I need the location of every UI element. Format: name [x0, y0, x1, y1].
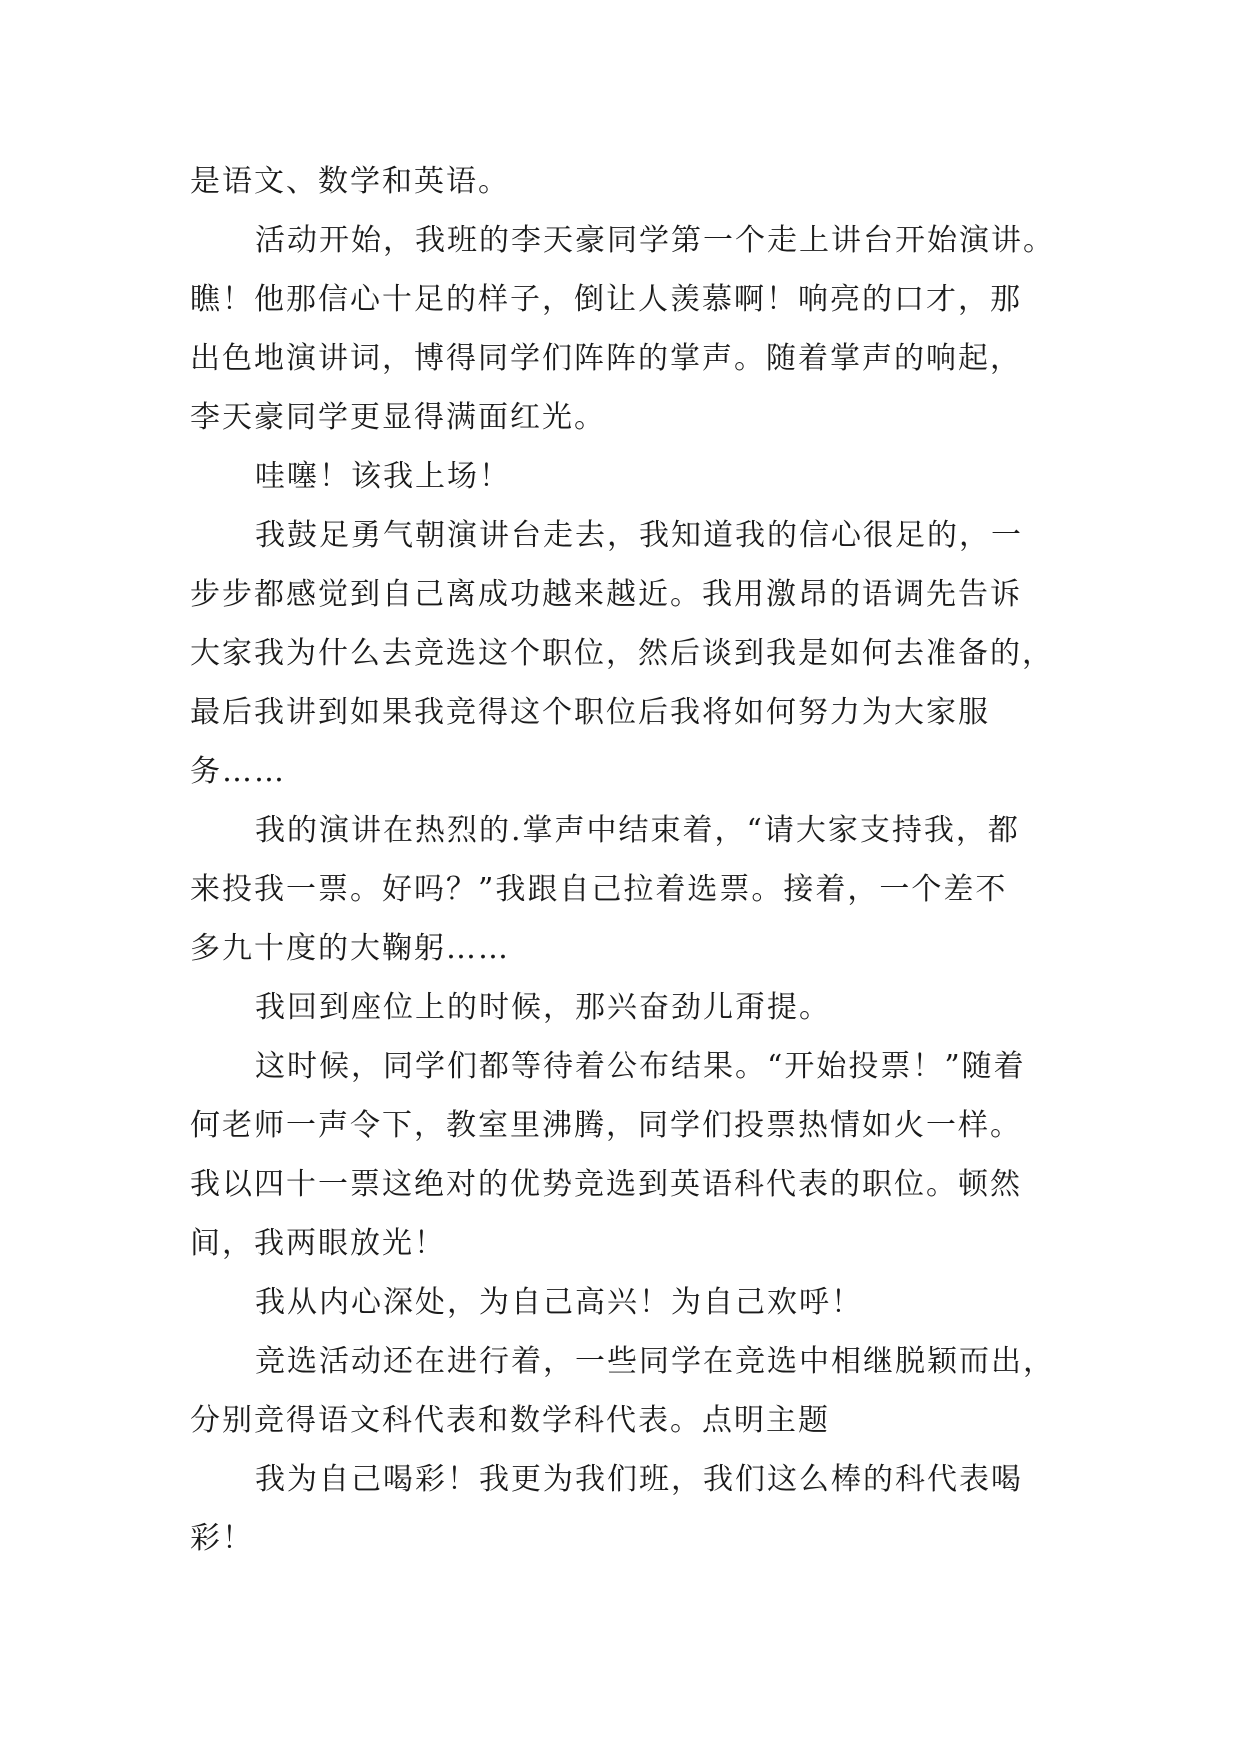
text-line: 间，我两眼放光！ [190, 1226, 446, 1261]
text-line: 我为自己喝彩！我更为我们班，我们这么棒的科代表喝 [255, 1462, 1023, 1497]
text-line: 我以四十一票这绝对的优势竞选到英语科代表的职位。顿然 [190, 1167, 1022, 1202]
text-line: 来投我一票。好吗？”我跟自己拉着选票。接着，一个差不 [190, 872, 1008, 907]
text-line: 务…… [190, 754, 286, 789]
text-line: 大家我为什么去竞选这个职位，然后谈到我是如何去准备的， [190, 636, 1054, 671]
text-line: 瞧！他那信心十足的样子，倒让人羡慕啊！响亮的口才，那 [190, 282, 1022, 317]
text-line: 出色地演讲词，博得同学们阵阵的掌声。随着掌声的响起， [190, 341, 1022, 376]
text-line: 多九十度的大鞠躬…… [190, 931, 510, 966]
text-line: 最后我讲到如果我竞得这个职位后我将如何努力为大家服 [190, 695, 990, 730]
text-line: 我的演讲在热烈的.掌声中结束着，“请大家支持我，都 [255, 813, 1020, 848]
text-line: 李天豪同学更显得满面红光。 [190, 400, 606, 435]
text-line: 是语文、数学和英语。 [190, 164, 510, 199]
text-line: 分别竞得语文科代表和数学科代表。点明主题 [190, 1403, 830, 1438]
text-line: 步步都感觉到自己离成功越来越近。我用激昂的语调先告诉 [190, 577, 1022, 612]
text-line: 活动开始，我班的李天豪同学第一个走上讲台开始演讲。 [255, 223, 1055, 258]
text-line: 何老师一声令下，教室里沸腾，同学们投票热情如火一样。 [190, 1108, 1022, 1143]
text-line: 我鼓足勇气朝演讲台走去，我知道我的信心很足的，一 [255, 518, 1023, 553]
text-line: 我从内心深处，为自己高兴！为自己欢呼！ [255, 1285, 863, 1320]
text-line: 我回到座位上的时候，那兴奋劲儿甭提。 [255, 990, 831, 1025]
text-line: 这时候，同学们都等待着公布结果。“开始投票！”随着 [255, 1049, 1026, 1084]
text-line: 哇噻！该我上场！ [255, 459, 511, 494]
text-line: 竞选活动还在进行着，一些同学在竞选中相继脱颖而出， [255, 1344, 1055, 1379]
text-line: 彩！ [190, 1521, 254, 1556]
